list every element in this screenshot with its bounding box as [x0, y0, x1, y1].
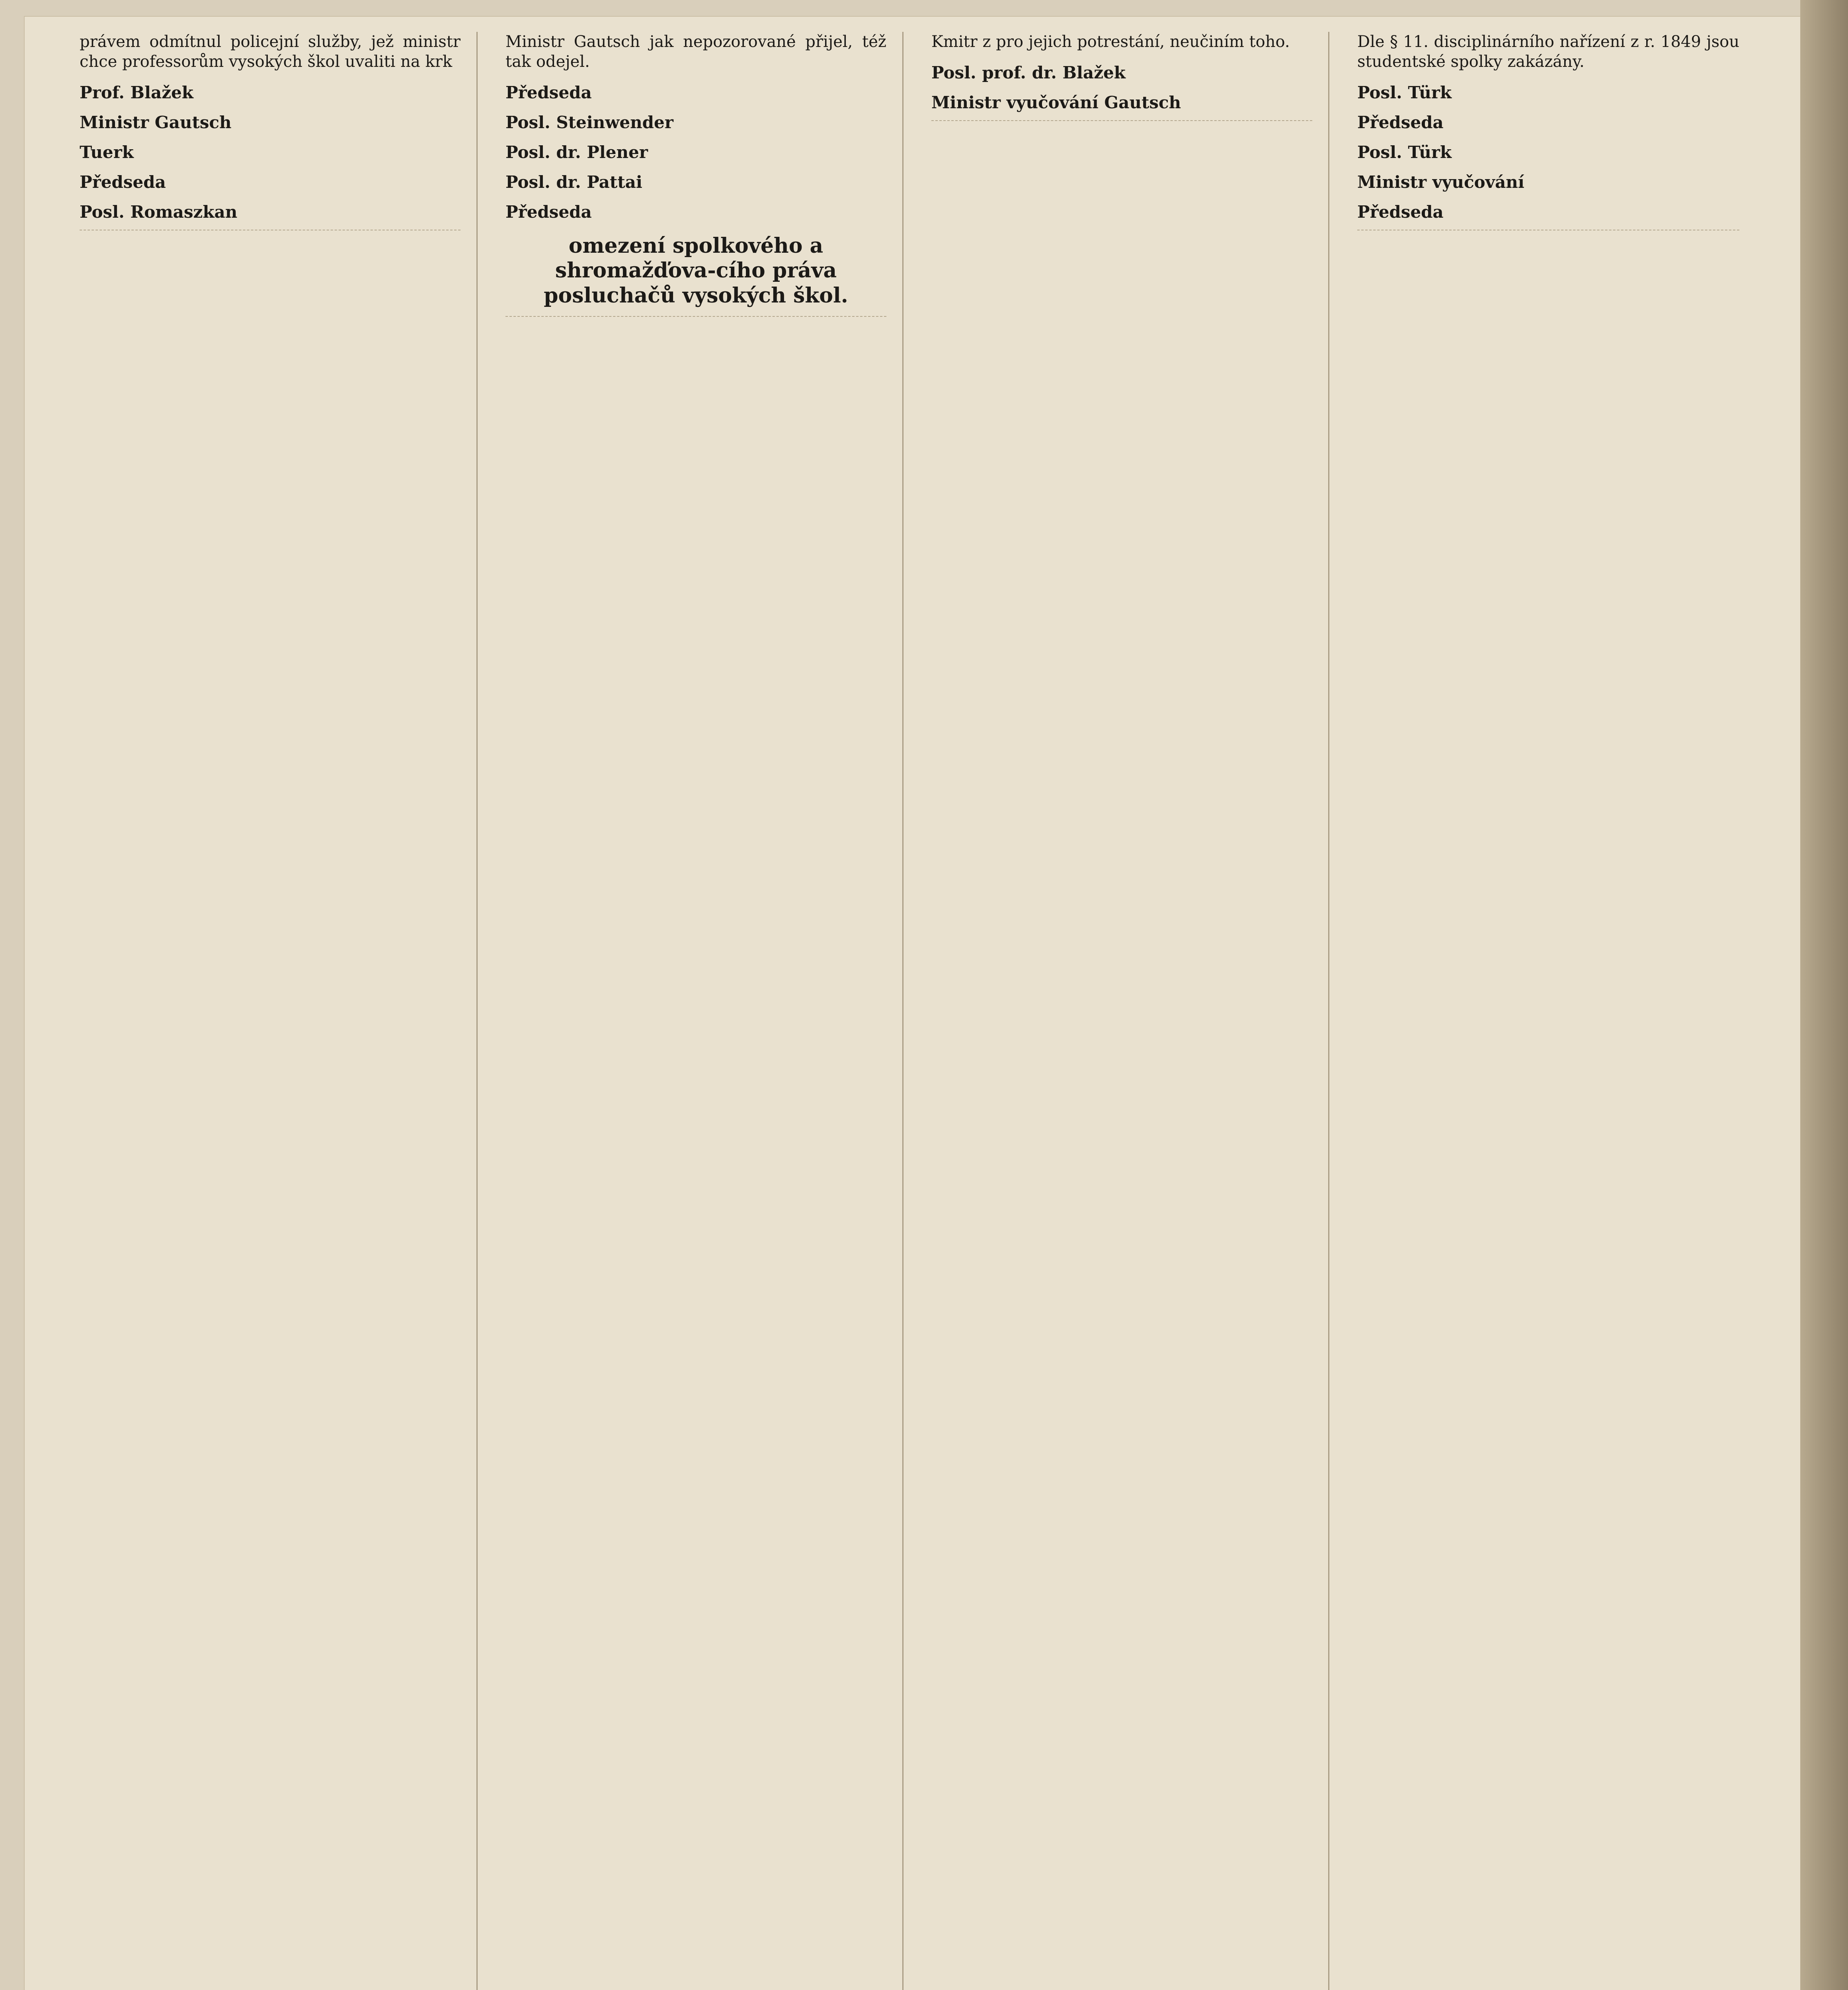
- column-2: [505, 32, 904, 1990]
- speaker: Tuerk: [80, 142, 134, 162]
- speaker: Posl. Türk: [1357, 142, 1452, 162]
- column-1-opening: právem odmítnul policejní služby, jež ministr chce professorům vysokých škol uvaliti na krk: [80, 33, 461, 71]
- speaker: Posl. dr. Plener: [505, 142, 648, 162]
- column-3-opening: Kmitr z pro jejich potrestání, neučiním toho.: [931, 33, 1290, 51]
- speaker: Posl. Romaszkan: [80, 202, 238, 222]
- column-4: [1357, 32, 1755, 1990]
- section-heading: omezení spolkového a shromažďova-cího práva posluchačů vysokých škol.: [544, 234, 848, 308]
- column-3-body: [931, 120, 1312, 145]
- speaker: Ministr Gautsch: [80, 113, 232, 132]
- speaker: Posl. Steinwender: [505, 113, 673, 132]
- column-1-body: [80, 230, 461, 254]
- newspaper-page: [24, 16, 1803, 1990]
- column-4-opening: Dle § 11. disciplinárního nařízení z r. 1849 jsou studentské spolky zakázány.: [1357, 33, 1739, 71]
- page-edge: [1800, 0, 1848, 1990]
- text-columns: [80, 32, 1755, 1990]
- column-2-body: [505, 316, 886, 341]
- speaker: Předseda: [1357, 113, 1444, 132]
- speaker: Předseda: [505, 83, 592, 102]
- speaker: Posl. dr. Pattai: [505, 172, 642, 192]
- speaker: Ministr vyučování Gautsch: [931, 93, 1181, 112]
- speaker: Předseda: [505, 202, 592, 222]
- column-2-opening: Ministr Gautsch jak nepozorované přijel, též tak odejel.: [505, 33, 886, 71]
- column-1: [80, 32, 478, 1990]
- speaker: Předseda: [1357, 202, 1444, 222]
- speaker: Prof. Blažek: [80, 83, 193, 102]
- speaker: Ministr vyučování: [1357, 172, 1524, 192]
- speaker: Posl. prof. dr. Blažek: [931, 63, 1126, 82]
- column-4-body: [1357, 230, 1739, 254]
- speaker: Posl. Türk: [1357, 83, 1452, 102]
- column-3: [931, 32, 1329, 1990]
- speaker: Předseda: [80, 172, 166, 192]
